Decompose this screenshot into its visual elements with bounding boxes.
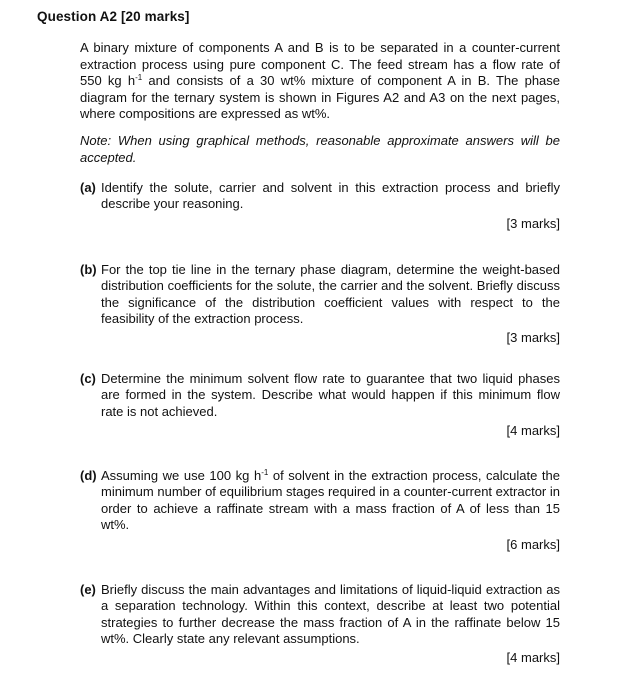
question-note: Note: When using graphical methods, reasonable approximate answers will be accepted. xyxy=(80,133,560,165)
part-d-label: (d) xyxy=(80,468,97,483)
unit-exponent: -1 xyxy=(135,73,143,83)
part-a-text: Identify the solute, carrier and solvent in this extraction process and briefly describe your reasoning. xyxy=(101,180,560,212)
part-b-label: (b) xyxy=(80,262,97,277)
part-b-marks: [3 marks] xyxy=(506,330,560,345)
part-e-text: Briefly discuss the main advantages and limitations of liquid-liquid extraction as a separation technology. Within this context, describe at least two potential strategies to further decrease the mass fraction of A in the raffinate below 15 wt%. Clearly state any relevant assumptions. xyxy=(101,582,560,647)
part-e-label: (e) xyxy=(80,582,96,597)
intro-text-start: A binary mixture of components A and B is to be separated in a counter-current extraction process using pure component C. The feed stream has a flow rate of 550 kg h xyxy=(80,40,560,89)
question-title: Question A2 [20 marks] xyxy=(37,9,190,24)
part-a-label: (a) xyxy=(80,180,96,195)
part-d-text-end: of solvent in the extraction process, calculate the minimum number of equilibrium stages required in a counter-current extractor in order to achieve a raffinate stream with a mass fraction of A of less than 15 wt%. xyxy=(101,468,560,533)
part-e xyxy=(80,582,560,648)
part-e-marks: [4 marks] xyxy=(506,650,560,665)
question-intro xyxy=(80,40,560,123)
part-b-text: For the top tie line in the ternary phase diagram, determine the weight-based distribution coefficients for the solute, the carrier and the solvent. Briefly discuss the significance of the distribution coefficient values with respect to the feasibility of the extraction process. xyxy=(101,262,560,327)
part-c xyxy=(80,371,560,420)
part-c-marks: [4 marks] xyxy=(506,423,560,438)
part-d-marks: [6 marks] xyxy=(506,537,560,552)
part-d-text xyxy=(101,468,560,534)
intro-text-end: and consists of a 30 wt% mixture of component A in B. The phase diagram for the ternary system is shown in Figures A2 and A3 on the next pages, where compositions are expressed as wt%. xyxy=(80,73,561,122)
part-c-label: (c) xyxy=(80,371,96,386)
part-c-text: Determine the minimum solvent flow rate to guarantee that two liquid phases are formed in the system. Describe what would happen if this minimum flow rate is not achieved. xyxy=(101,371,560,419)
part-a xyxy=(80,180,560,213)
part-a-marks: [3 marks] xyxy=(506,216,560,231)
part-d-unit-exponent: -1 xyxy=(261,468,269,478)
part-d-text-start: Assuming we use 100 kg h xyxy=(101,468,262,484)
part-b xyxy=(80,262,560,328)
part-d xyxy=(80,468,560,534)
